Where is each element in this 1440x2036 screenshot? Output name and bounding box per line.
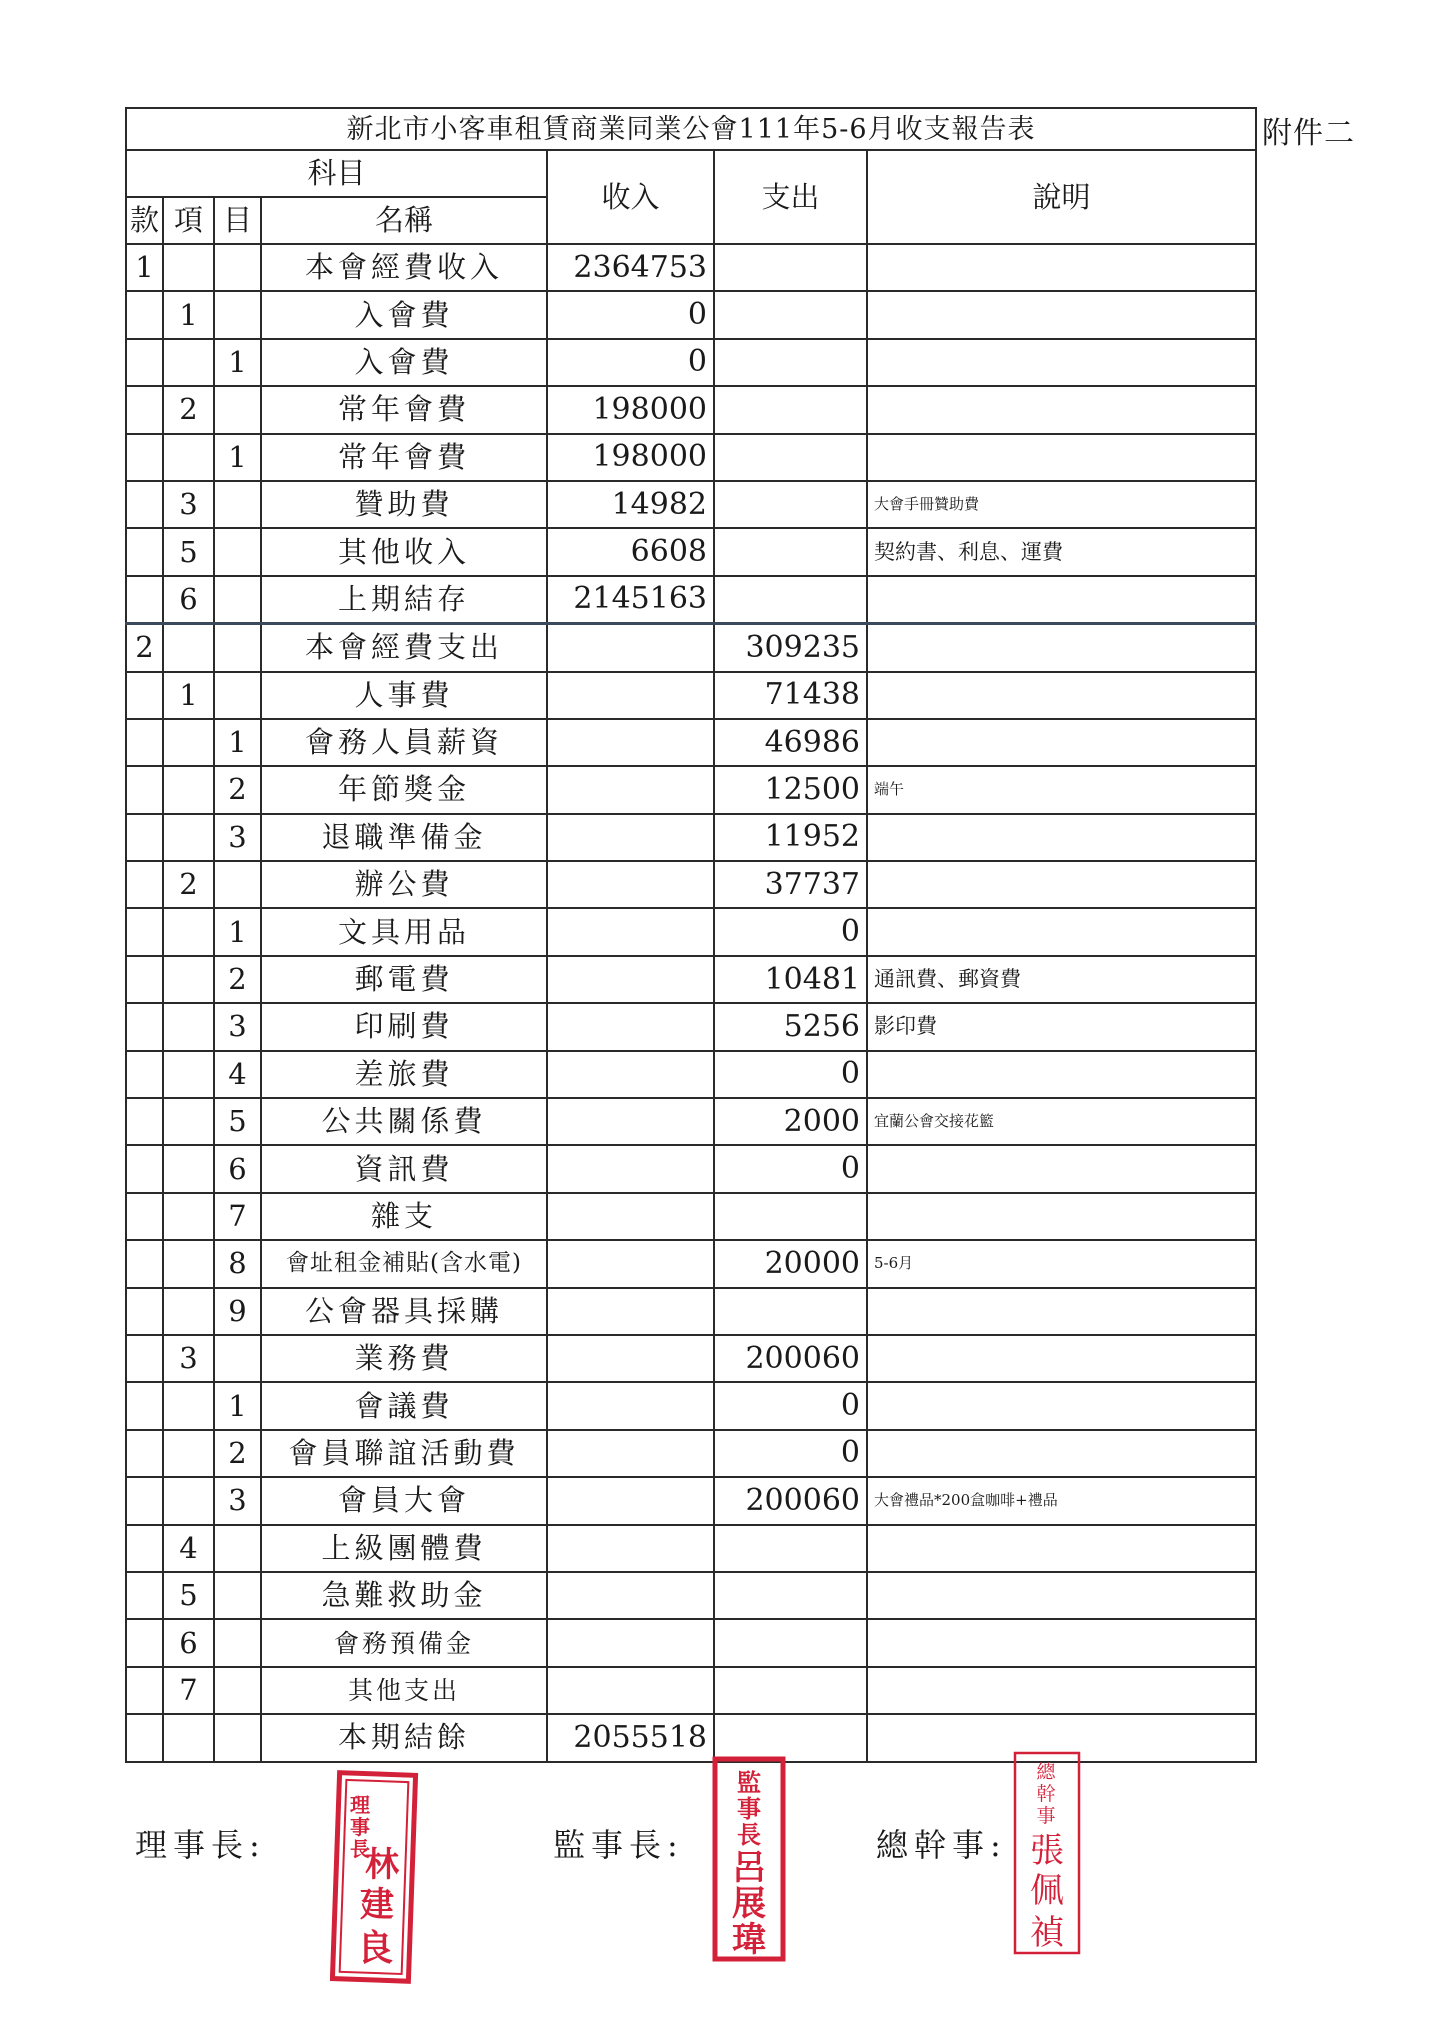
- xiang-cell: [163, 908, 214, 955]
- kuan-cell: [126, 339, 163, 386]
- kuan-cell: [126, 1145, 163, 1192]
- kuan-cell: [126, 1525, 163, 1572]
- note-cell: [867, 339, 1256, 386]
- expense-cell: [714, 528, 867, 575]
- income-cell: [547, 1003, 714, 1050]
- item-name-cell: 入會費: [261, 291, 547, 338]
- income-cell: [547, 1145, 714, 1192]
- xiang-cell: 2: [163, 386, 214, 433]
- expense-cell: [714, 386, 867, 433]
- kuan-cell: [126, 814, 163, 861]
- item-name-cell: 會員大會: [261, 1477, 547, 1524]
- kuan-cell: [126, 1098, 163, 1145]
- income-cell: [547, 1288, 714, 1335]
- expense-cell: 5256: [714, 1003, 867, 1050]
- header-note: 說明: [867, 150, 1256, 244]
- expense-cell: 2000: [714, 1098, 867, 1145]
- expense-cell: [714, 339, 867, 386]
- note-cell: [867, 624, 1256, 672]
- xiang-cell: 6: [163, 1619, 214, 1666]
- svg-text:建: 建: [360, 1885, 394, 1925]
- xiang-cell: [163, 814, 214, 861]
- kuan-cell: [126, 908, 163, 955]
- note-cell: 大會禮品*200盒咖啡+禮品: [867, 1477, 1256, 1524]
- note-cell: 端午: [867, 766, 1256, 813]
- income-cell: 14982: [547, 481, 714, 528]
- table-row: [126, 719, 1256, 766]
- item-name-cell: 公共關係費: [261, 1098, 547, 1145]
- mu-cell: 3: [214, 1003, 261, 1050]
- income-cell: [547, 908, 714, 955]
- table-row: [126, 624, 1256, 672]
- note-cell: [867, 908, 1256, 955]
- item-name-cell: 雜支: [261, 1193, 547, 1240]
- note-cell: [867, 1619, 1256, 1666]
- attachment-label: 附件二: [1262, 116, 1355, 151]
- table-row: [126, 672, 1256, 719]
- kuan-cell: [126, 576, 163, 624]
- xiang-cell: [163, 1382, 214, 1429]
- kuan-cell: [126, 481, 163, 528]
- table-row: [126, 1098, 1256, 1145]
- header-kuan: 款: [126, 197, 163, 244]
- xiang-cell: 5: [163, 1572, 214, 1619]
- expense-cell: 20000: [714, 1240, 867, 1287]
- chairman-label: 理事長:: [135, 1826, 266, 1864]
- svg-text:長: 長: [350, 1837, 370, 1861]
- table-row: [126, 528, 1256, 575]
- expense-cell: [714, 1619, 867, 1666]
- item-name-cell: 退職準備金: [261, 814, 547, 861]
- note-cell: [867, 1288, 1256, 1335]
- header-income: 收入: [547, 150, 714, 244]
- kuan-cell: [126, 1288, 163, 1335]
- report-title: 新北市小客車租賃商業同業公會111年5-6月收支報告表: [126, 108, 1256, 150]
- note-cell: [867, 672, 1256, 719]
- item-name-cell: 急難救助金: [261, 1572, 547, 1619]
- kuan-cell: [126, 719, 163, 766]
- table-row: [126, 814, 1256, 861]
- income-cell: 198000: [547, 386, 714, 433]
- item-name-cell: 贊助費: [261, 481, 547, 528]
- mu-cell: [214, 624, 261, 672]
- xiang-cell: 7: [163, 1667, 214, 1714]
- item-name-cell: 差旅費: [261, 1051, 547, 1098]
- mu-cell: [214, 861, 261, 908]
- kuan-cell: [126, 1667, 163, 1714]
- mu-cell: [214, 244, 261, 291]
- xiang-cell: 5: [163, 528, 214, 575]
- table-row: [126, 434, 1256, 481]
- kuan-cell: [126, 1572, 163, 1619]
- note-cell: [867, 1145, 1256, 1192]
- income-cell: [547, 672, 714, 719]
- item-name-cell: 其他支出: [261, 1667, 547, 1714]
- item-name-cell: 年節獎金: [261, 766, 547, 813]
- xiang-cell: [163, 1240, 214, 1287]
- income-cell: [547, 1335, 714, 1382]
- note-cell: [867, 1430, 1256, 1477]
- kuan-cell: [126, 386, 163, 433]
- kuan-cell: [126, 861, 163, 908]
- expense-cell: [714, 1667, 867, 1714]
- note-cell: [867, 576, 1256, 624]
- item-name-cell: 會址租金補貼(含水電): [261, 1240, 547, 1287]
- xiang-cell: [163, 1098, 214, 1145]
- item-name-cell: 印刷費: [261, 1003, 547, 1050]
- income-cell: [547, 624, 714, 672]
- xiang-cell: [163, 624, 214, 672]
- item-name-cell: 入會費: [261, 339, 547, 386]
- kuan-cell: [126, 1193, 163, 1240]
- mu-cell: [214, 481, 261, 528]
- table-row: [126, 766, 1256, 813]
- note-cell: 大會手冊贊助費: [867, 481, 1256, 528]
- expense-cell: [714, 434, 867, 481]
- item-name-cell: 人事費: [261, 672, 547, 719]
- mu-cell: 9: [214, 1288, 261, 1335]
- kuan-cell: [126, 1051, 163, 1098]
- xiang-cell: [163, 956, 214, 1003]
- table-row: [126, 291, 1256, 338]
- xiang-cell: [163, 339, 214, 386]
- kuan-cell: [126, 1003, 163, 1050]
- income-cell: 6608: [547, 528, 714, 575]
- svg-text:事: 事: [737, 1794, 761, 1823]
- table-row: [126, 576, 1256, 624]
- xiang-cell: [163, 719, 214, 766]
- mu-cell: 5: [214, 1098, 261, 1145]
- note-cell: 契約書、利息、運費: [867, 528, 1256, 575]
- xiang-cell: [163, 766, 214, 813]
- item-name-cell: 會議費: [261, 1382, 547, 1429]
- kuan-cell: [126, 1430, 163, 1477]
- table-row: [126, 1193, 1256, 1240]
- kuan-cell: [126, 1382, 163, 1429]
- mu-cell: [214, 291, 261, 338]
- income-cell: [547, 766, 714, 813]
- expense-cell: 10481: [714, 956, 867, 1003]
- mu-cell: 2: [214, 956, 261, 1003]
- note-cell: [867, 1525, 1256, 1572]
- xiang-cell: [163, 1288, 214, 1335]
- table-row: [126, 1288, 1256, 1335]
- income-expense-table: [125, 107, 1257, 1763]
- expense-cell: [714, 291, 867, 338]
- kuan-cell: [126, 956, 163, 1003]
- kuan-cell: [126, 1714, 163, 1761]
- header-mu: 目: [214, 197, 261, 244]
- chairman-seal: [330, 1768, 420, 1986]
- mu-cell: [214, 1714, 261, 1761]
- income-cell: [547, 1477, 714, 1524]
- secretary-label: 總幹事:: [876, 1826, 1007, 1864]
- item-name-cell: 業務費: [261, 1335, 547, 1382]
- kuan-cell: [126, 291, 163, 338]
- table-row: [126, 1240, 1256, 1287]
- table-row: [126, 956, 1256, 1003]
- svg-text:事: 事: [1036, 1805, 1056, 1827]
- xiang-cell: [163, 1145, 214, 1192]
- svg-text:佩: 佩: [1030, 1871, 1064, 1911]
- income-cell: [547, 1240, 714, 1287]
- note-cell: 影印費: [867, 1003, 1256, 1050]
- supervisor-seal: [711, 1755, 789, 1965]
- kuan-cell: 1: [126, 244, 163, 291]
- table-row: [126, 1430, 1256, 1477]
- xiang-cell: [163, 244, 214, 291]
- table-row: [126, 1145, 1256, 1192]
- xiang-cell: 1: [163, 672, 214, 719]
- expense-cell: 200060: [714, 1335, 867, 1382]
- note-cell: [867, 1051, 1256, 1098]
- note-cell: [867, 434, 1256, 481]
- income-cell: [547, 719, 714, 766]
- income-cell: [547, 1382, 714, 1429]
- kuan-cell: [126, 1619, 163, 1666]
- header-name: 名稱: [261, 197, 547, 244]
- expense-cell: [714, 1572, 867, 1619]
- income-cell: [547, 1430, 714, 1477]
- table-row: [126, 1525, 1256, 1572]
- mu-cell: 1: [214, 908, 261, 955]
- expense-cell: [714, 481, 867, 528]
- expense-cell: 0: [714, 1430, 867, 1477]
- xiang-cell: 6: [163, 576, 214, 624]
- expense-cell: [714, 1288, 867, 1335]
- income-cell: [547, 956, 714, 1003]
- mu-cell: [214, 1667, 261, 1714]
- mu-cell: [214, 1572, 261, 1619]
- income-cell: [547, 1051, 714, 1098]
- mu-cell: 2: [214, 1430, 261, 1477]
- svg-text:幹: 幹: [1036, 1783, 1056, 1805]
- mu-cell: 4: [214, 1051, 261, 1098]
- income-cell: 2145163: [547, 576, 714, 624]
- svg-text:林: 林: [365, 1845, 399, 1885]
- xiang-cell: 3: [163, 481, 214, 528]
- item-name-cell: 本期結餘: [261, 1714, 547, 1761]
- svg-text:瑋: 瑋: [732, 1920, 766, 1960]
- secretary-seal: [1012, 1750, 1084, 1958]
- income-cell: [547, 1525, 714, 1572]
- note-cell: [867, 861, 1256, 908]
- table-row: [126, 1051, 1256, 1098]
- expense-cell: 0: [714, 1051, 867, 1098]
- mu-cell: 1: [214, 339, 261, 386]
- mu-cell: [214, 1335, 261, 1382]
- note-cell: [867, 1193, 1256, 1240]
- expense-cell: 0: [714, 908, 867, 955]
- svg-text:監: 監: [737, 1768, 761, 1797]
- income-cell: [547, 1193, 714, 1240]
- income-cell: 198000: [547, 434, 714, 481]
- income-cell: 2055518: [547, 1714, 714, 1761]
- table-row: [126, 1572, 1256, 1619]
- item-name-cell: 常年會費: [261, 434, 547, 481]
- expense-cell: [714, 244, 867, 291]
- kuan-cell: [126, 672, 163, 719]
- expense-cell: 11952: [714, 814, 867, 861]
- note-cell: [867, 1667, 1256, 1714]
- xiang-cell: 3: [163, 1335, 214, 1382]
- item-name-cell: 上期結存: [261, 576, 547, 624]
- mu-cell: 3: [214, 1477, 261, 1524]
- note-cell: [867, 719, 1256, 766]
- note-cell: [867, 386, 1256, 433]
- supervisor-label: 監事長:: [553, 1826, 684, 1864]
- table-row: [126, 1382, 1256, 1429]
- kuan-cell: [126, 1335, 163, 1382]
- item-name-cell: 常年會費: [261, 386, 547, 433]
- table-row: [126, 1335, 1256, 1382]
- mu-cell: [214, 1619, 261, 1666]
- expense-cell: 37737: [714, 861, 867, 908]
- note-cell: [867, 291, 1256, 338]
- table-row: [126, 1667, 1256, 1714]
- table-row: [126, 1477, 1256, 1524]
- income-cell: [547, 1572, 714, 1619]
- expense-cell: [714, 1525, 867, 1572]
- mu-cell: 6: [214, 1145, 261, 1192]
- kuan-cell: [126, 766, 163, 813]
- mu-cell: [214, 386, 261, 433]
- mu-cell: 1: [214, 1382, 261, 1429]
- svg-text:長: 長: [737, 1820, 761, 1849]
- note-cell: 宜蘭公會交接花籃: [867, 1098, 1256, 1145]
- mu-cell: 7: [214, 1193, 261, 1240]
- item-name-cell: 其他收入: [261, 528, 547, 575]
- note-cell: 通訊費、郵資費: [867, 956, 1256, 1003]
- svg-text:事: 事: [350, 1815, 370, 1839]
- note-cell: [867, 1382, 1256, 1429]
- kuan-cell: [126, 434, 163, 481]
- table-row: [126, 1003, 1256, 1050]
- mu-cell: 8: [214, 1240, 261, 1287]
- svg-text:呂: 呂: [732, 1848, 766, 1888]
- expense-cell: 0: [714, 1145, 867, 1192]
- expense-cell: 309235: [714, 624, 867, 672]
- note-cell: [867, 1572, 1256, 1619]
- mu-cell: 3: [214, 814, 261, 861]
- item-name-cell: 會務人員薪資: [261, 719, 547, 766]
- expense-cell: 71438: [714, 672, 867, 719]
- mu-cell: [214, 1525, 261, 1572]
- item-name-cell: 郵電費: [261, 956, 547, 1003]
- item-name-cell: 本會經費支出: [261, 624, 547, 672]
- svg-text:良: 良: [356, 1927, 394, 1969]
- kuan-cell: [126, 1477, 163, 1524]
- mu-cell: 2: [214, 766, 261, 813]
- item-name-cell: 上級團體費: [261, 1525, 547, 1572]
- income-cell: 0: [547, 339, 714, 386]
- header-expense: 支出: [714, 150, 867, 244]
- xiang-cell: [163, 1477, 214, 1524]
- expense-cell: [714, 1193, 867, 1240]
- xiang-cell: [163, 434, 214, 481]
- expense-cell: 46986: [714, 719, 867, 766]
- income-cell: 2364753: [547, 244, 714, 291]
- table-row: [126, 481, 1256, 528]
- table-row: [126, 1619, 1256, 1666]
- table-row: [126, 339, 1256, 386]
- mu-cell: [214, 672, 261, 719]
- svg-text:張: 張: [1030, 1831, 1064, 1871]
- kuan-cell: [126, 528, 163, 575]
- header-subject: 科目: [126, 150, 547, 197]
- table-row: [126, 908, 1256, 955]
- expense-cell: [714, 576, 867, 624]
- svg-text:總: 總: [1036, 1761, 1056, 1783]
- item-name-cell: 資訊費: [261, 1145, 547, 1192]
- xiang-cell: [163, 1003, 214, 1050]
- item-name-cell: 本會經費收入: [261, 244, 547, 291]
- income-cell: [547, 1667, 714, 1714]
- income-cell: [547, 1098, 714, 1145]
- table-row: [126, 861, 1256, 908]
- item-name-cell: 公會器具採購: [261, 1288, 547, 1335]
- table-row: [126, 244, 1256, 291]
- xiang-cell: [163, 1714, 214, 1761]
- xiang-cell: [163, 1193, 214, 1240]
- expense-cell: 0: [714, 1382, 867, 1429]
- note-cell: [867, 244, 1256, 291]
- xiang-cell: 4: [163, 1525, 214, 1572]
- note-cell: [867, 814, 1256, 861]
- svg-text:展: 展: [732, 1884, 766, 1924]
- xiang-cell: [163, 1430, 214, 1477]
- note-cell: 5-6月: [867, 1240, 1256, 1287]
- xiang-cell: [163, 1051, 214, 1098]
- item-name-cell: 會務預備金: [261, 1619, 547, 1666]
- table-row: [126, 386, 1256, 433]
- header-xiang: 項: [163, 197, 214, 244]
- mu-cell: 1: [214, 434, 261, 481]
- income-cell: [547, 1619, 714, 1666]
- expense-cell: 200060: [714, 1477, 867, 1524]
- income-cell: 0: [547, 291, 714, 338]
- xiang-cell: 1: [163, 291, 214, 338]
- mu-cell: [214, 528, 261, 575]
- xiang-cell: 2: [163, 861, 214, 908]
- mu-cell: 1: [214, 719, 261, 766]
- table-row: [126, 1714, 1256, 1761]
- income-cell: [547, 861, 714, 908]
- expense-cell: 12500: [714, 766, 867, 813]
- item-name-cell: 會員聯誼活動費: [261, 1430, 547, 1477]
- item-name-cell: 文具用品: [261, 908, 547, 955]
- kuan-cell: 2: [126, 624, 163, 672]
- kuan-cell: [126, 1240, 163, 1287]
- note-cell: [867, 1335, 1256, 1382]
- svg-text:理: 理: [350, 1793, 370, 1817]
- income-cell: [547, 814, 714, 861]
- svg-text:禎: 禎: [1030, 1913, 1064, 1953]
- mu-cell: [214, 576, 261, 624]
- item-name-cell: 辦公費: [261, 861, 547, 908]
